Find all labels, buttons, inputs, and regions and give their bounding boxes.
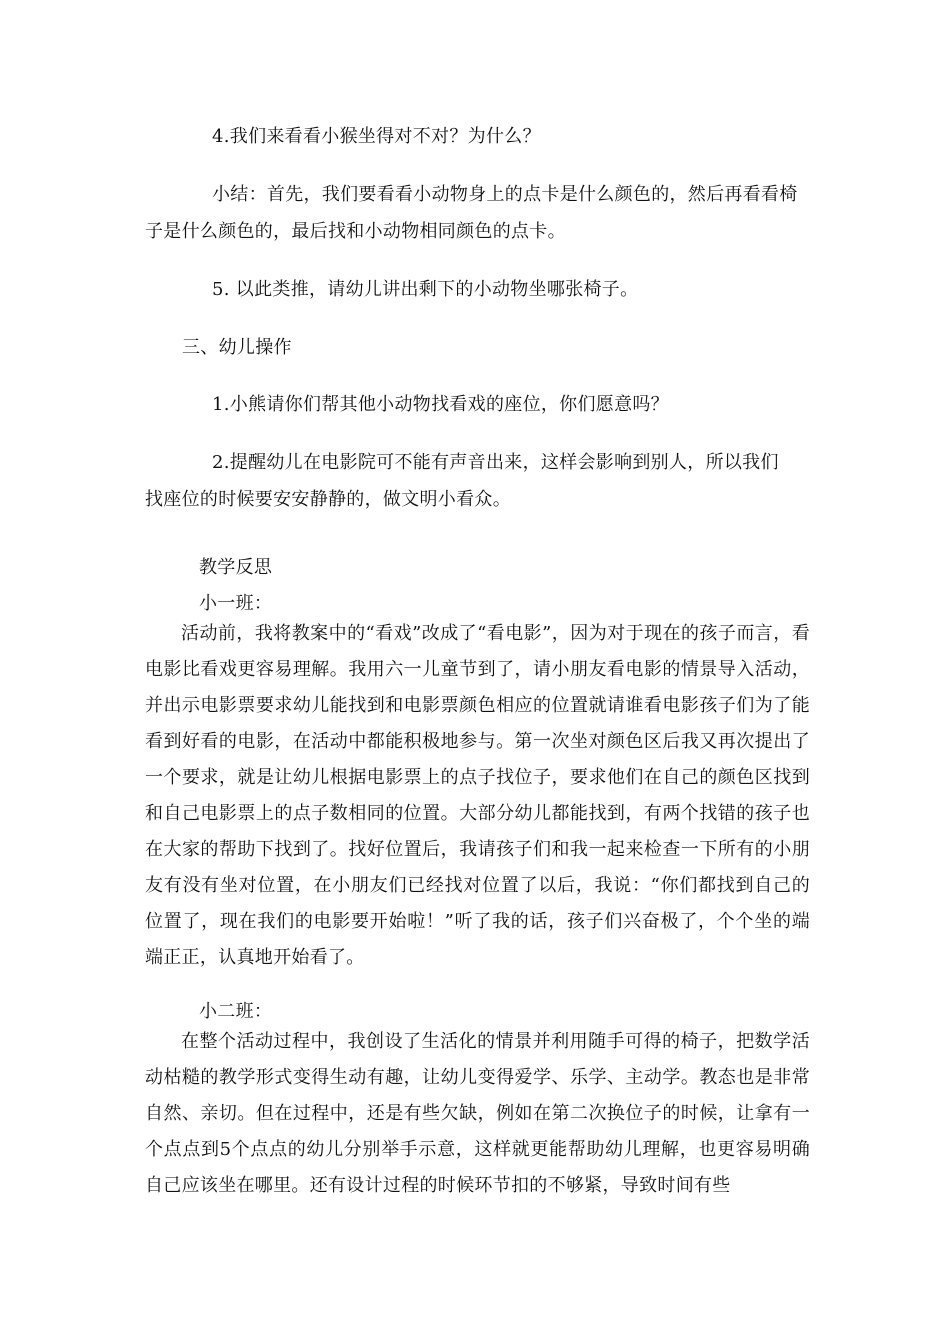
class-1-label: 小一班： (199, 593, 273, 614)
section-three-heading: 三、幼儿操作 (182, 337, 292, 358)
item-1: 1.小熊请你们帮其他小动物找看戏的座位，你们愿意吗？ (212, 394, 669, 415)
item-2-line-2: 找座位的时候要安安静静的，做文明小看众。 (145, 489, 511, 510)
reflection-heading: 教学反思 (199, 557, 273, 578)
summary-line-1: 小结：首先，我们要看看小动物身上的点卡是什么颜色的，然后再看看椅 (212, 184, 798, 205)
class-2-label: 小二班： (199, 1001, 273, 1022)
class-1-paragraph: 活动前，我将教案中的“看戏”改成了“看电影”，因为对于现在的孩子而言，看电影比看戏更容易理解。我用六一儿童节到了，请小朋友看电影的情景导入活动，并出示电影票要求幼儿能找到和电影票颜色相应的位置就请谁看电影孩子们为了能看到好看的电影，在活动中都能积极地参与。第一次坐对颜色区后我又再次提出了一个要求，就是让幼儿根据电影票上的点子找位子，要求他们在自己的颜色区找到和自己电影票上的点子数相同的位置。大部分幼儿都能找到，有两个找错的孩子也在大家的帮助下找到了。找好位置后，我请孩子们和我一起来检查一下所有的小朋友有没有坐对位置，在小朋友们已经找对位置了以后，我说：“你们都找到自己的位置了，现在我们的电影要开始啦！”听了我的话，孩子们兴奋极了，个个坐的端端正正，认真地开始看了。 (145, 623, 810, 968)
item-4: 4.我们来看看小猴坐得对不对？为什么？ (212, 126, 541, 147)
summary-line-2: 子是什么颜色的，最后找和小动物相同颜色的点卡。 (145, 221, 566, 242)
item-5: 5. 以此类推，请幼儿讲出剩下的小动物坐哪张椅子。 (212, 279, 639, 300)
item-2-line-1: 2.提醒幼儿在电影院可不能有声音出来，这样会影响到别人，所以我们 (212, 452, 779, 473)
class-2-paragraph: 在整个活动过程中，我创设了生活化的情景并利用随手可得的椅子，把数学活动枯糙的教学形式变得生动有趣，让幼儿变得爱学、乐学、主动学。教态也是非常自然、亲切。但在过程中，还是有些欠缺，例如在第二次换位子的时候，让拿有一个点点到5个点点的幼儿分别举手示意，这样就更能帮助幼儿理解，也更容易明确自己应该坐在哪里。还有设计过程的时候环节扣的不够紧，导致时间有些 (145, 1031, 810, 1196)
